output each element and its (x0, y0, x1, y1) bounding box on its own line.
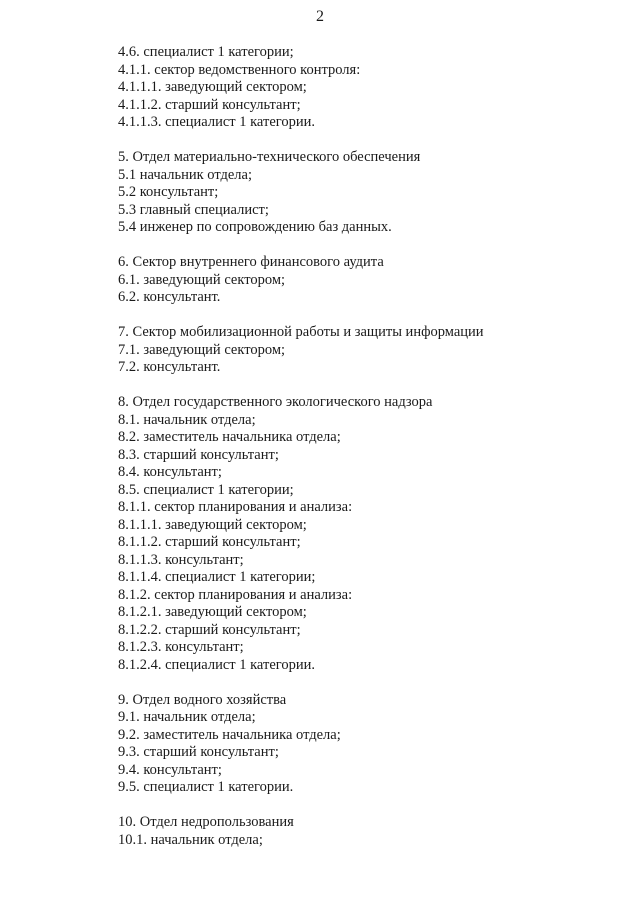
section-heading: 7. Сектор мобилизационной работы и защиты информации (118, 324, 484, 340)
section-gap (118, 237, 618, 255)
section-gap (118, 132, 618, 150)
document-body (118, 44, 618, 849)
list-item: 8.5. специалист 1 категории; (118, 481, 294, 498)
list-item: 9.5. специалист 1 категории. (118, 779, 294, 795)
list-item: 5.1 начальник отдела; (118, 166, 252, 183)
section-heading: 5. Отдел материально-технического обеспечения (118, 149, 421, 165)
list-item: 5.2 консультант; (118, 184, 219, 200)
list-item: 4.1.1.1. заведующий сектором; (118, 79, 307, 95)
section-heading: 9. Отдел водного хозяйства (118, 691, 287, 708)
section-gap (118, 797, 618, 815)
list-item: 7.2. консультант. (118, 359, 221, 375)
section-heading: 6. Сектор внутреннего финансового аудита (118, 254, 384, 270)
list-item: 8.2. заместитель начальника отдела; (118, 429, 341, 445)
section-gap (118, 674, 618, 692)
list-item: 9.3. старший консультант; (118, 744, 279, 760)
list-item: 4.6. специалист 1 категории; (118, 44, 294, 60)
list-item: 8.1.1.3. консультант; (118, 551, 244, 568)
list-item: 8.1.1.2. старший консультант; (118, 534, 301, 550)
section-heading: 8. Отдел государственного экологического надзора (118, 394, 433, 410)
list-item: 8.4. консультант; (118, 464, 222, 480)
list-item: 8.1.1.1. заведующий сектором; (118, 516, 307, 533)
section-gap (118, 307, 618, 325)
list-item: 8.1.1. сектор планирования и анализа: (118, 499, 353, 515)
list-item: 4.1.1.2. старший консультант; (118, 96, 301, 113)
list-item: 8.1.2.1. заведующий сектором; (118, 604, 307, 620)
list-item: 6.1. заведующий сектором; (118, 271, 286, 288)
list-item: 6.2. консультант. (118, 289, 221, 305)
page-number: 2 (316, 8, 324, 25)
list-item: 9.1. начальник отдела; (118, 709, 256, 725)
list-item: 8.3. старший консультант; (118, 446, 279, 463)
list-item: 4.1.1.3. специалист 1 категории. (118, 114, 315, 130)
list-item: 8.1.2. сектор планирования и анализа: (118, 586, 353, 603)
list-item: 8.1.2.2. старший консультант; (118, 621, 301, 638)
list-item: 4.1.1. сектор ведомственного контроля: (118, 61, 361, 78)
list-item: 8.1. начальник отдела; (118, 411, 256, 428)
list-item: 9.2. заместитель начальника отдела; (118, 726, 341, 743)
list-item: 9.4. консультант; (118, 761, 222, 778)
list-item: 5.4 инженер по сопровождению баз данных. (118, 219, 392, 235)
list-item: 8.1.2.3. консультант; (118, 639, 244, 655)
list-item: 8.1.2.4. специалист 1 категории. (118, 656, 315, 673)
section-heading: 10. Отдел недропользования (118, 814, 294, 830)
list-item: 10.1. начальник отдела; (118, 831, 263, 848)
section-gap (118, 377, 618, 395)
list-item: 5.3 главный специалист; (118, 201, 269, 218)
list-item: 7.1. заведующий сектором; (118, 341, 286, 358)
list-item: 8.1.1.4. специалист 1 категории; (118, 569, 316, 585)
